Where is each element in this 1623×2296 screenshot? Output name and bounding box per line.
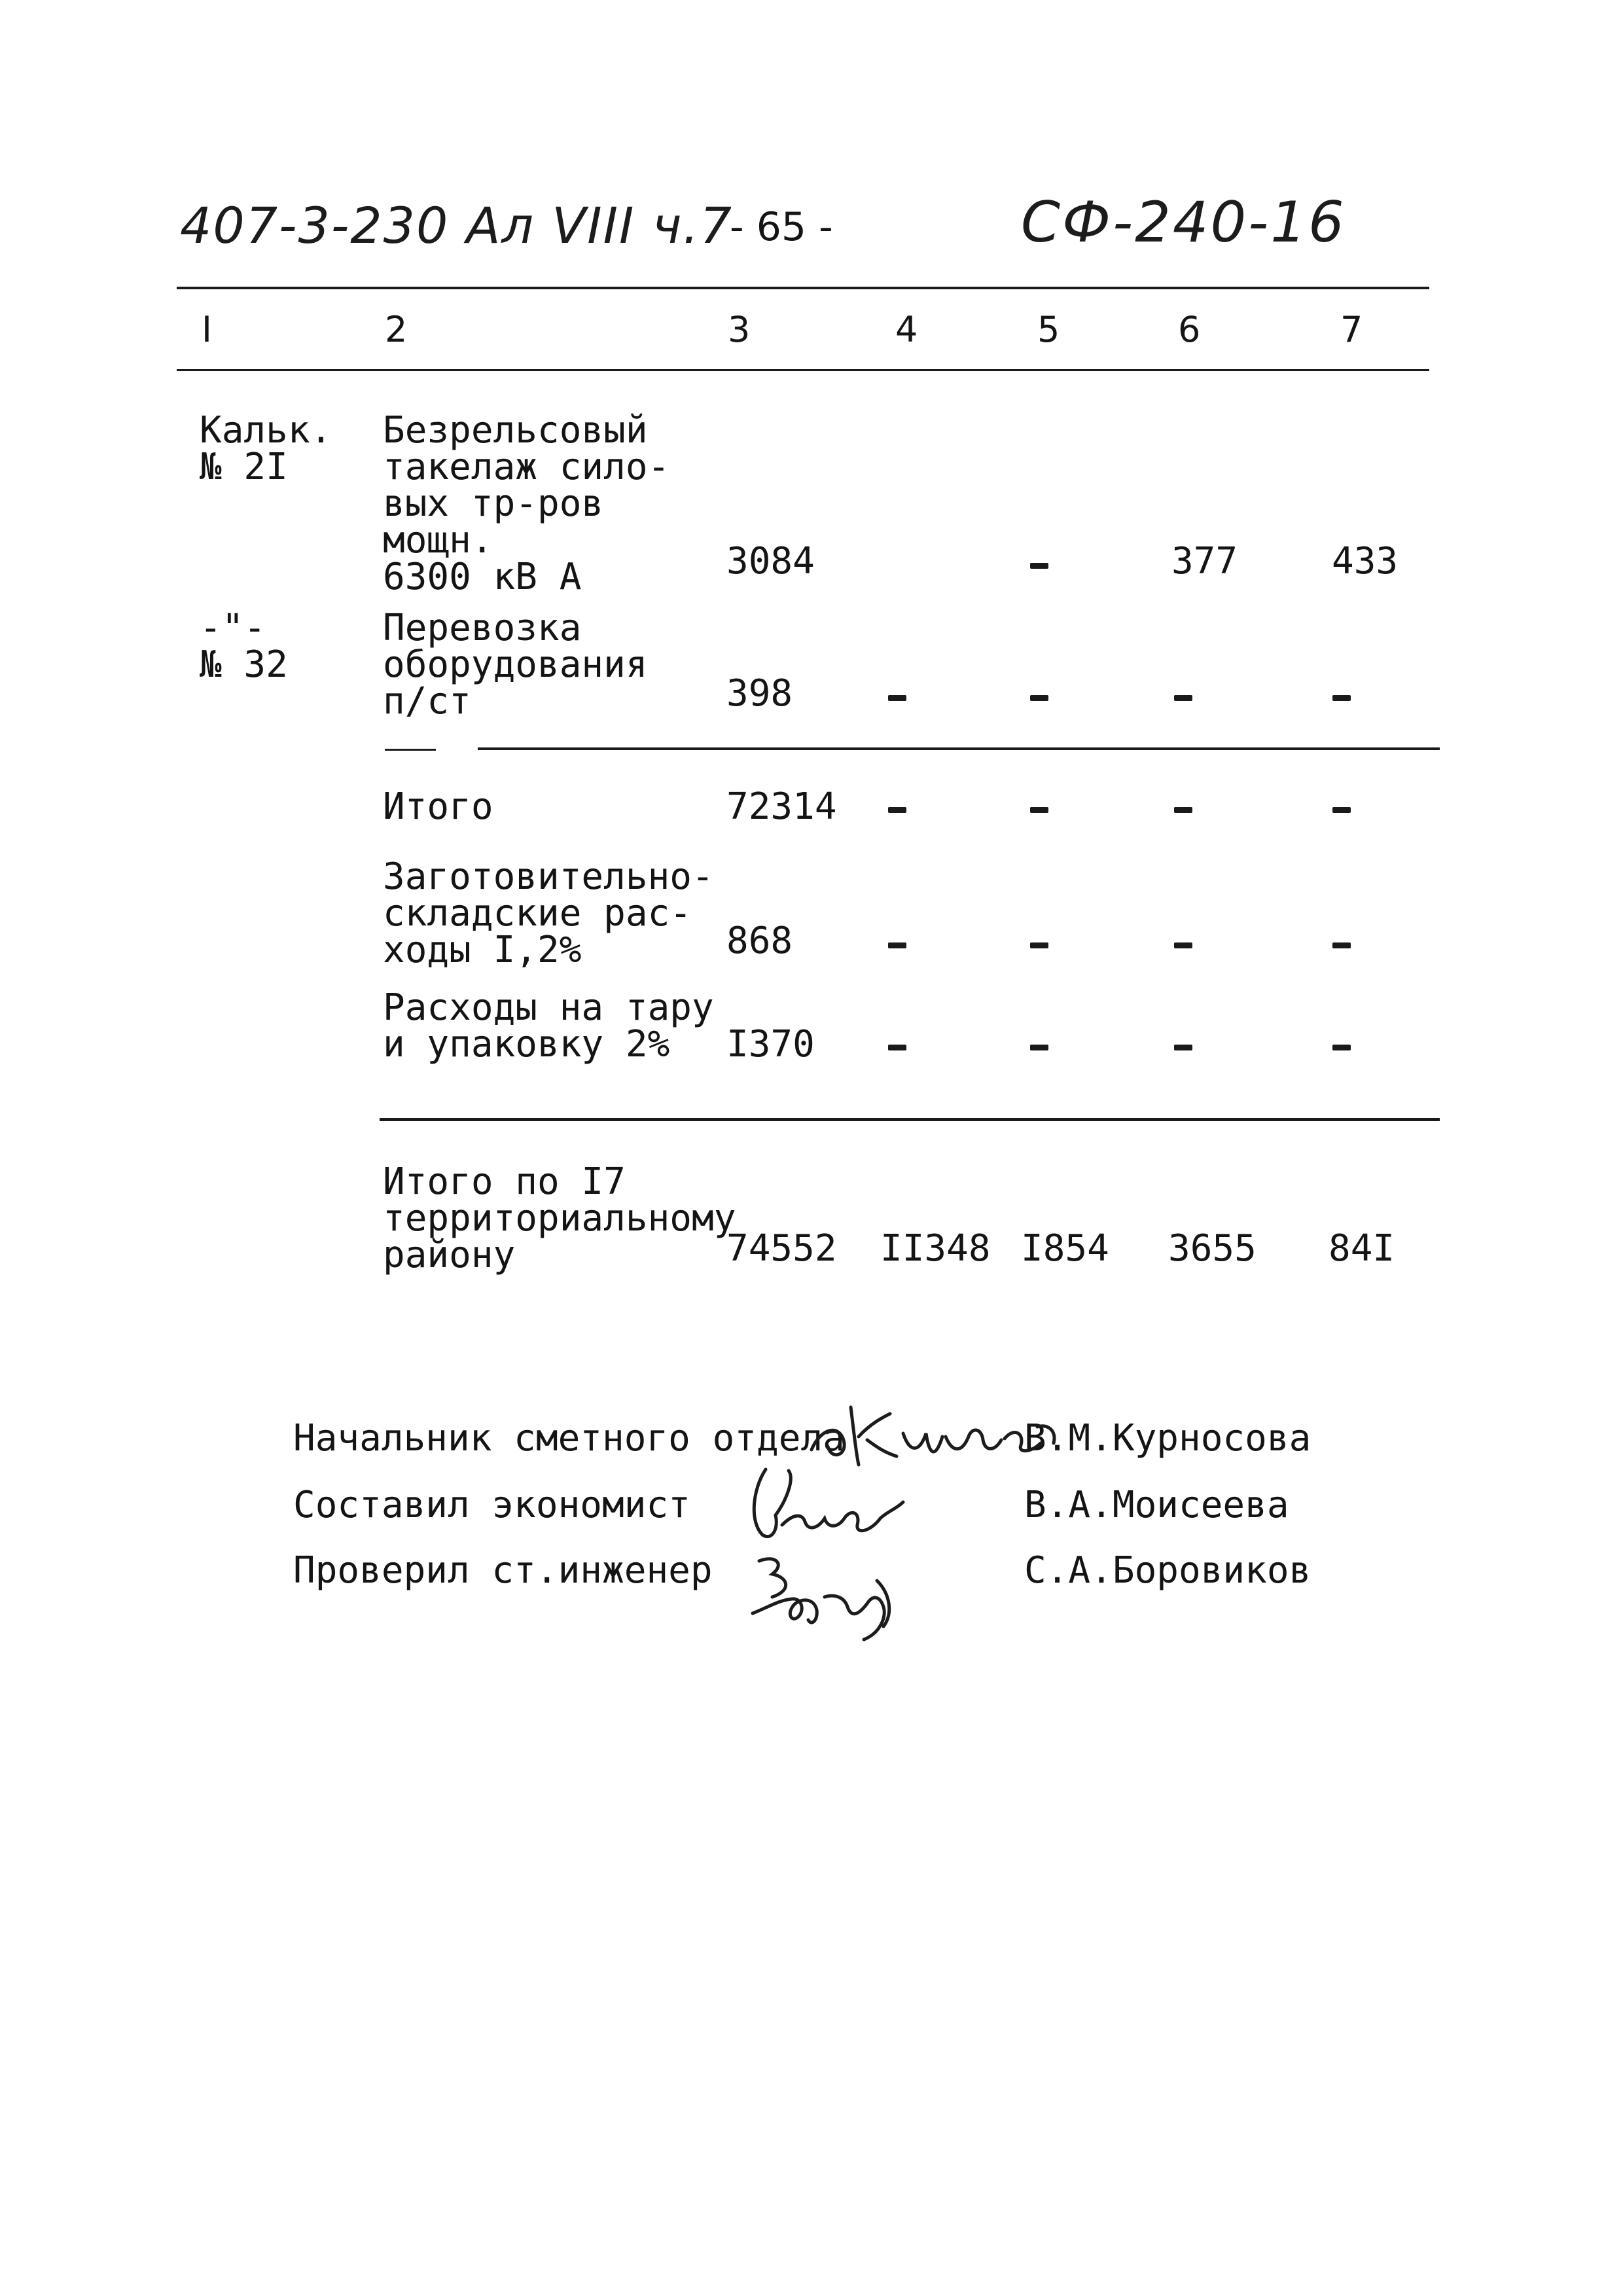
table-cell-c7-dash (1332, 695, 1351, 701)
table-cell-c7: 84I (1329, 1227, 1395, 1270)
table-cell-c6: 377 (1171, 540, 1238, 583)
table-cell-c5-dash (1030, 1045, 1048, 1050)
table-cell-c5-dash (1030, 807, 1048, 813)
signature-role-head: Начальник сметного отдела (293, 1417, 845, 1460)
table-top-rule (177, 287, 1429, 289)
table-cell-c3: I370 (726, 1023, 815, 1066)
table-cell-c6-dash (1174, 807, 1192, 813)
table-cell-c6: 3655 (1168, 1227, 1257, 1270)
table-cell-c4-dash (888, 942, 906, 948)
signature-name-economist: В.А.Моисеева (1024, 1484, 1289, 1526)
table-cell-c4-dash (888, 1045, 906, 1050)
signature-role-economist: Составил экономист (293, 1484, 690, 1526)
table-row-name: Безрельсовый такелаж сило- вых тр-ров мощн. 6300 кВ А (383, 409, 670, 598)
table-cell-c7-dash (1332, 807, 1351, 813)
table-cell-c5-dash (1030, 563, 1048, 569)
subtotal-rule (478, 747, 1440, 750)
column-header-5: 5 (1037, 309, 1060, 350)
column-header-4: 4 (895, 309, 918, 350)
table-cell-c4: II348 (880, 1227, 991, 1270)
table-cell-c4-dash (888, 695, 906, 701)
table-row: -"- № 32 (200, 607, 288, 686)
signature-name-head: В.М.Курносова (1024, 1417, 1311, 1460)
table-cell-c3: 72314 (726, 785, 837, 828)
table-cell-c4-dash (888, 807, 906, 813)
table-cell-c5-dash (1030, 942, 1048, 948)
document-code: 407-3-230 Ал VIII ч.7 (180, 196, 734, 255)
table-cell-c7-dash (1332, 1045, 1351, 1050)
table-row-name: Итого по I7 территориальному району (383, 1160, 736, 1276)
table-cell-c5: I854 (1021, 1227, 1109, 1270)
table-row-name: Заготовительно- складские рас- ходы I,2% (383, 855, 714, 971)
table-row-name: Итого (383, 785, 493, 828)
table-cell-c3: 3084 (726, 540, 815, 583)
table-cell-c7: 433 (1332, 540, 1399, 583)
column-header-7: 7 (1340, 309, 1363, 350)
table-row-name: Расходы на тару и упаковку 2% (383, 986, 714, 1066)
column-header-6: 6 (1178, 309, 1201, 350)
column-header-2: 2 (385, 309, 408, 350)
table-cell-c6-dash (1174, 1045, 1192, 1050)
column-header-3: 3 (728, 309, 751, 350)
page-number: - 65 - (730, 204, 833, 250)
column-header-1: I (202, 309, 212, 350)
signature-name-engineer: С.А.Боровиков (1024, 1549, 1311, 1592)
table-cell-c6-dash (1174, 942, 1192, 948)
table-cell-c3: 398 (726, 672, 793, 715)
table-header-rule (177, 369, 1429, 371)
subtotal-rule-short (385, 749, 436, 751)
table-cell-c7-dash (1332, 942, 1351, 948)
table-row: Кальк. № 2I (200, 409, 332, 488)
table-cell-c5-dash (1030, 695, 1048, 701)
signature-role-engineer: Проверил ст.инженер (293, 1549, 713, 1592)
series-code: СФ-240-16 (1021, 190, 1346, 255)
table-cell-c3: 74552 (726, 1227, 837, 1270)
table-cell-c6-dash (1174, 695, 1192, 701)
total-rule (380, 1118, 1440, 1121)
table-cell-c3: 868 (726, 920, 793, 962)
handwritten-signature-borovikov (740, 1535, 923, 1646)
table-row-name: Перевозка оборудования п/ст (383, 607, 648, 723)
